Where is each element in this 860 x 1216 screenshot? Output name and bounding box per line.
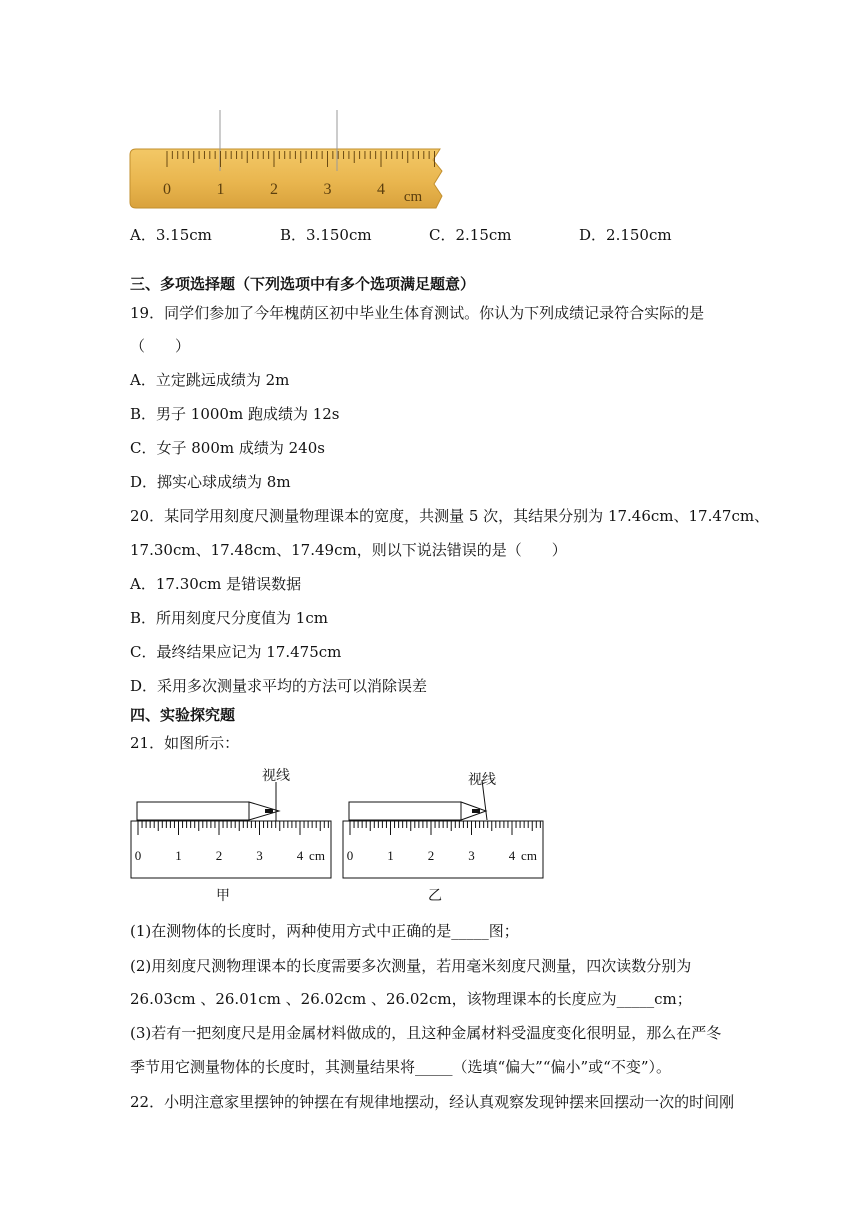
pencil-lead (265, 809, 273, 813)
q19-option-a: A．立定跳远成绩为 2m (130, 371, 290, 389)
pencil-body (137, 802, 249, 820)
ruler-tick-label: 4 (296, 848, 304, 863)
ruler-tick-label: 3 (323, 181, 332, 198)
ruler-tick-label: 1 (216, 181, 225, 198)
figure-caption: 乙 (428, 889, 442, 904)
q21-part2-line2: 26.03cm 、26.01cm 、26.02cm 、26.02cm，该物理课本的长度应为_____cm； (130, 990, 692, 1008)
q21-part3-line2: 季节用它测量物体的长度时，其测量结果将_____（选填“偏大”“偏小”或“不变”）。 (130, 1058, 672, 1076)
figure-panel-yi (343, 771, 543, 904)
q21-part1: (1)在测物体的长度时，两种使用方式中正确的是_____图； (130, 922, 519, 940)
ruler-tick-label: 3 (256, 848, 263, 863)
sight-label: 视线 (468, 773, 496, 788)
q20-option-b: B．所用刻度尺分度值为 1cm (130, 609, 328, 627)
ruler-tick-label: 1 (175, 848, 182, 863)
q20-stem-line1: 20．某同学用刻度尺测量物理课本的宽度，共测量 5 次，其结果分别为 17.46cm、17.47cm、 (130, 507, 770, 525)
ruler-tick-label: 2 (427, 848, 435, 863)
ruler-tick-label: 1 (387, 848, 394, 863)
ruler-tick-label: 0 (346, 848, 354, 863)
ruler-tick-label: 4 (377, 181, 385, 198)
ruler-tick-label: 2 (270, 181, 278, 198)
ruler-tick-label: 0 (163, 181, 171, 198)
q19-option-d: D．掷实心球成绩为 8m (130, 473, 291, 491)
q18-option-b: B．3.150cm (280, 226, 372, 244)
section-4-title: 四、实验探究题 (130, 706, 236, 724)
q21-part3-line1: (3)若有一把刻度尺是用金属材料做成的，且这种金属材料受温度变化很明显，那么在严冬 (130, 1024, 722, 1042)
q19-stem: 19．同学们参加了今年槐荫区初中毕业生体育测试。你认为下列成绩记录符合实际的是 (130, 304, 705, 322)
ruler-tick-label: 0 (134, 848, 142, 863)
pencil-lead (472, 809, 480, 813)
ruler-figure (0, 0, 860, 230)
q21-stem: 21．如图所示： (130, 734, 240, 752)
q20-option-d: D．采用多次测量求平均的方法可以消除误差 (130, 677, 428, 695)
pencil-body (349, 802, 461, 820)
pencil-tip (249, 802, 279, 820)
sight-label: 视线 (262, 769, 290, 784)
q21-figure (0, 760, 860, 910)
q19-blank: （ ） (130, 337, 191, 355)
ruler-tick-label: 2 (215, 848, 223, 863)
ruler-tick-label: 4 (508, 848, 516, 863)
q22-stem-line1: 22．小明注意家里摆钟的钟摆在有规律地摆动，经认真观察发现钟摆来回摆动一次的时间刚 (130, 1093, 735, 1111)
q19-option-b: B．男子 1000m 跑成绩为 12s (130, 405, 340, 423)
q18-option-c: C．2.15cm (429, 226, 512, 244)
ruler-body (130, 149, 442, 208)
figure-panel-jia (131, 767, 331, 904)
q18-option-d: D．2.150cm (579, 226, 672, 244)
section-3-title: 三、多项选择题（下列选项中有多个选项满足题意） (130, 275, 476, 293)
q18-option-a: A．3.15cm (130, 226, 212, 244)
q20-option-a: A．17.30cm 是错误数据 (130, 575, 302, 593)
ruler-unit-label: cm (521, 848, 537, 863)
ruler-unit-label: cm (403, 189, 423, 205)
ruler-tick-label: 3 (468, 848, 475, 863)
q20-stem-line2: 17.30cm、17.48cm、17.49cm，则以下说法错误的是（ ） (130, 541, 567, 559)
figure-caption: 甲 (216, 889, 230, 904)
ruler-unit-label: cm (309, 848, 325, 863)
q19-option-c: C．女子 800m 成绩为 240s (130, 439, 325, 457)
q20-option-c: C．最终结果应记为 17.475cm (130, 643, 342, 661)
q21-part2-line1: (2)用刻度尺测物理课本的长度需要多次测量，若用毫米刻度尺测量，四次读数分别为 (130, 957, 692, 975)
